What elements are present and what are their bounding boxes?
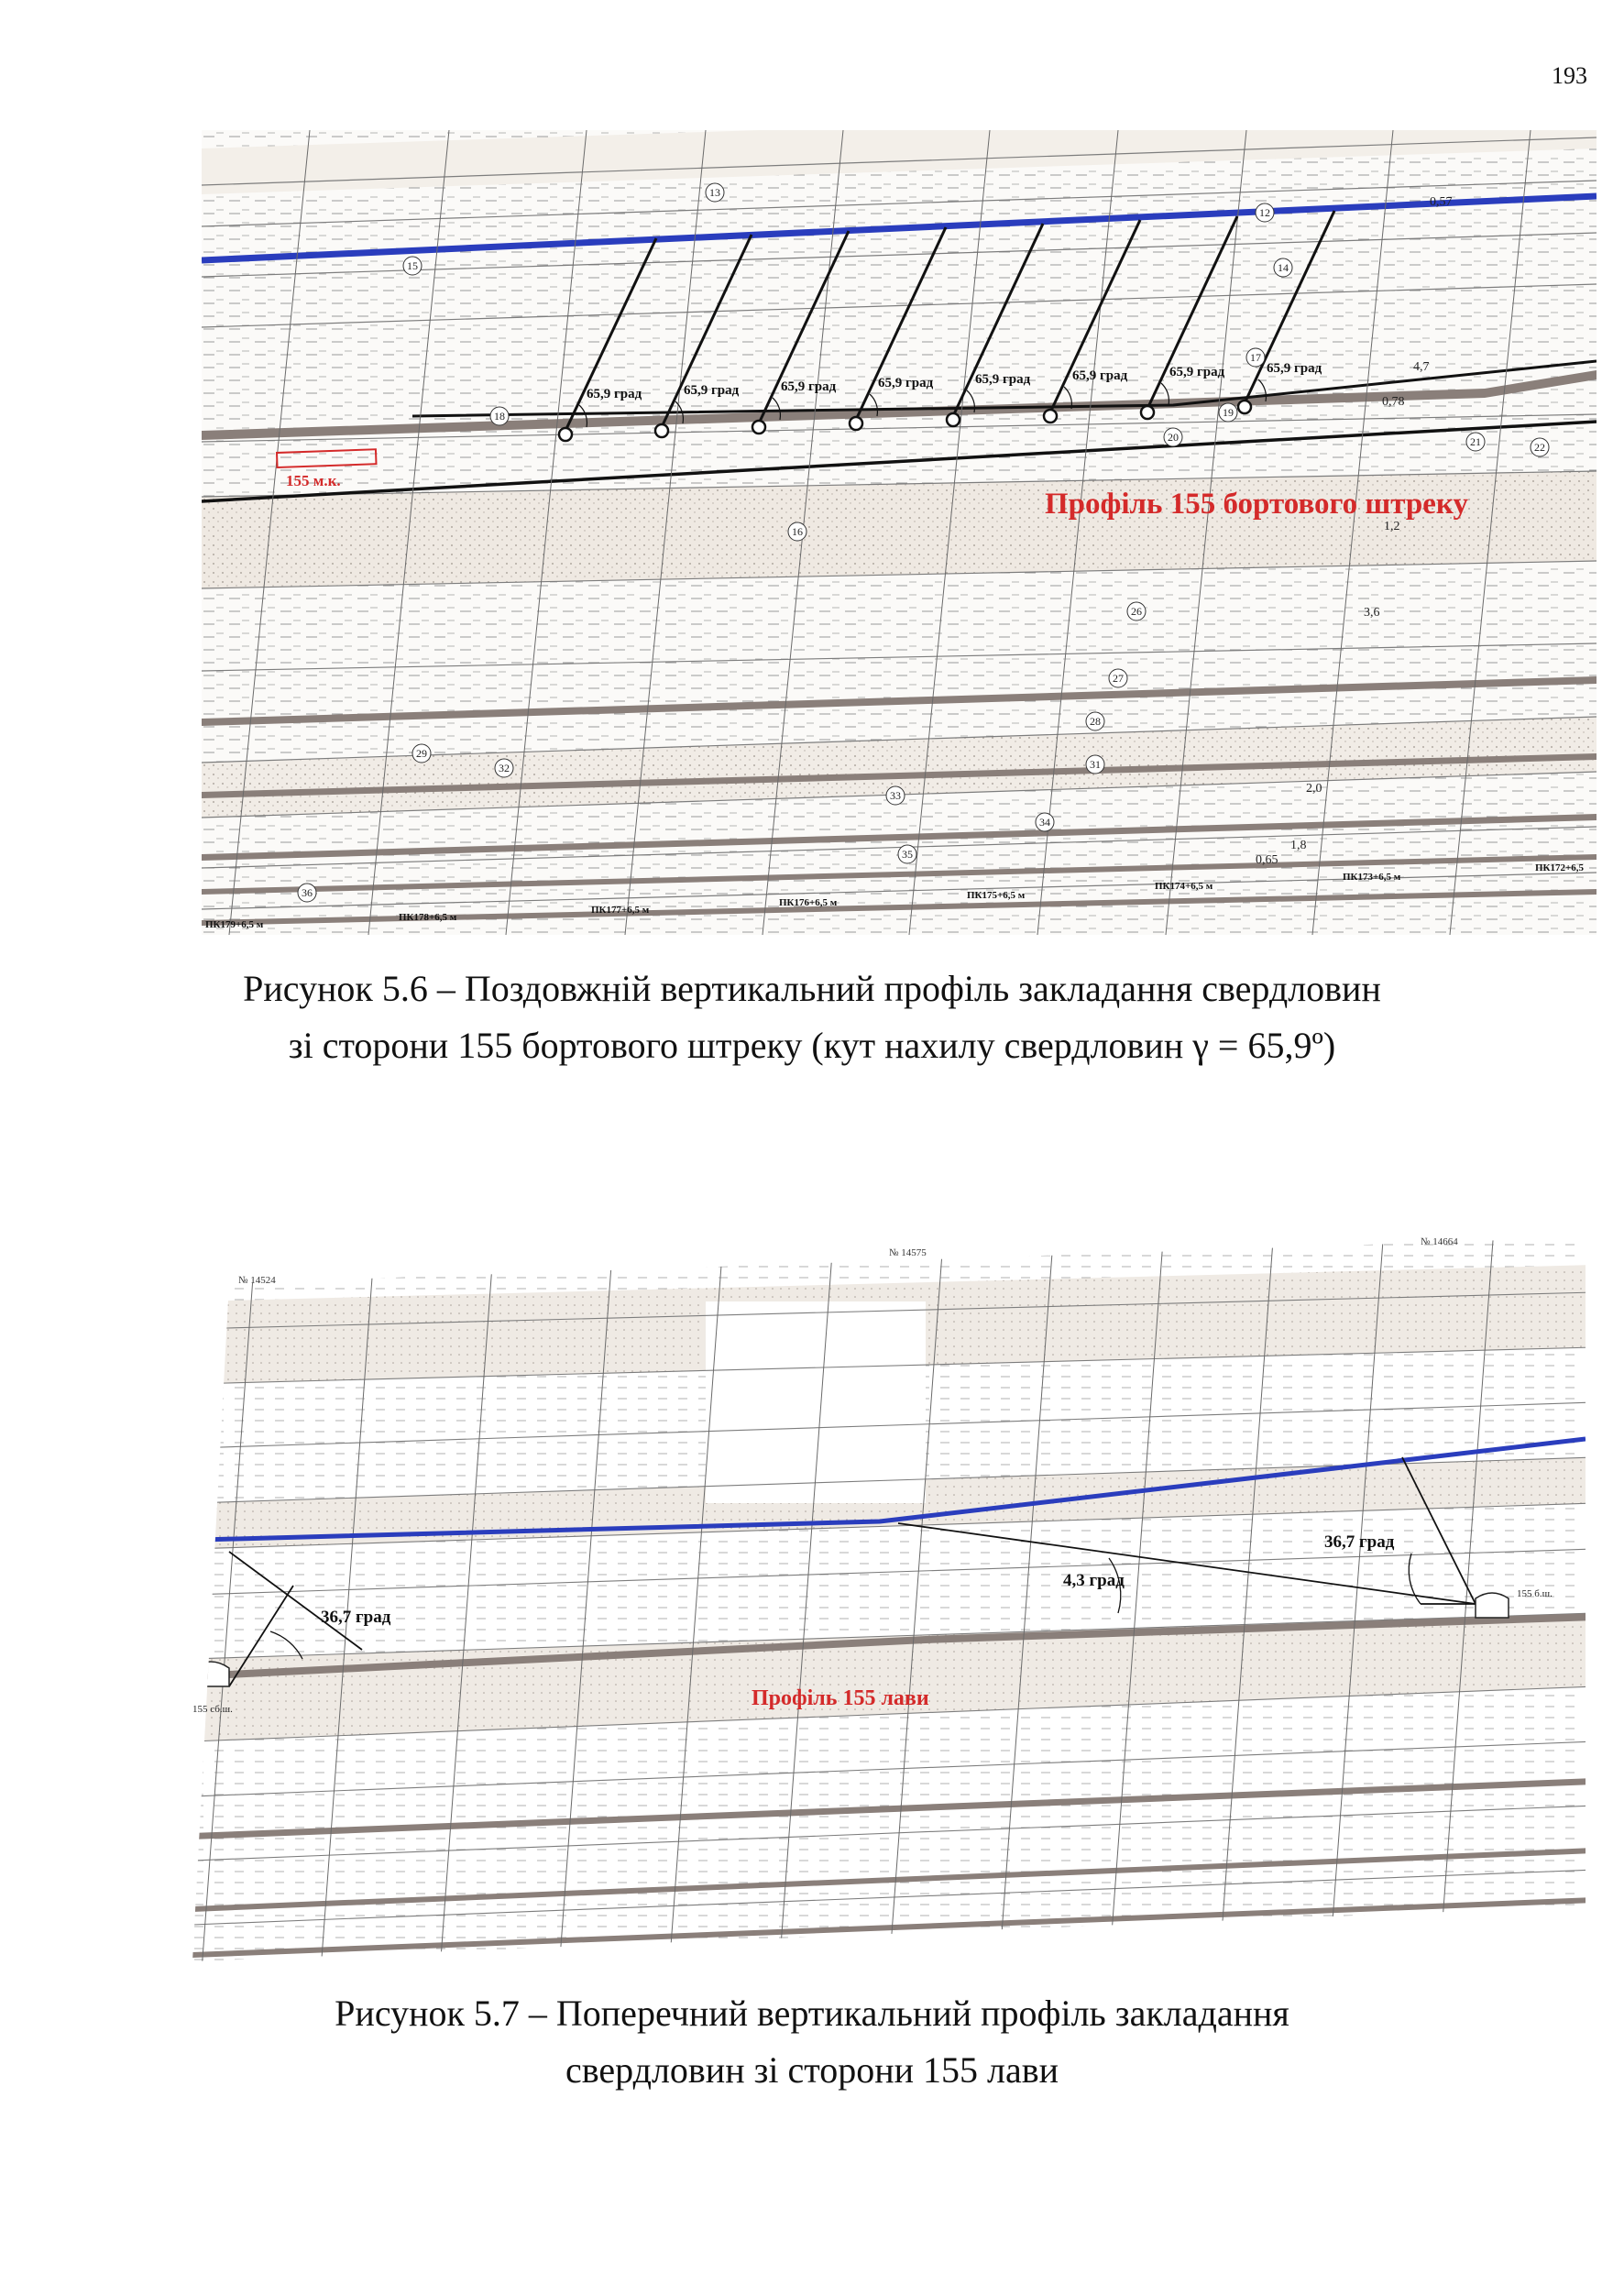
layer-number: 13 [709, 186, 720, 199]
transverse-profile-drawing [192, 1228, 1595, 1971]
layer-number: 12 [1259, 206, 1270, 219]
thickness-label: 1,2 [1384, 520, 1400, 533]
layer-number: 27 [1113, 672, 1124, 685]
layer-number: 33 [890, 789, 901, 802]
marker-label: 155 м.к. [286, 472, 341, 489]
angle-label: 65,9 град [781, 379, 837, 394]
drift-label-right: 155 б.ш. [1517, 1588, 1553, 1599]
angle-label: 65,9 град [1072, 368, 1128, 383]
thickness-label: 0,78 [1382, 395, 1405, 409]
thickness-label: 3,6 [1364, 606, 1380, 620]
profile-label: Профіль 155 бортового штреку [1045, 488, 1468, 521]
angle-label-right: 36,7 град [1324, 1532, 1395, 1552]
pk-label: ПК176+6,5 м [779, 897, 838, 908]
page-number: 193 [1552, 62, 1587, 89]
layer-number: 28 [1090, 715, 1101, 728]
layer-number: 15 [407, 259, 418, 272]
layer-number: 21 [1470, 435, 1481, 448]
layer-number: 31 [1090, 758, 1101, 771]
well-number: № 14524 [238, 1275, 276, 1286]
angle-label: 65,9 град [1169, 365, 1225, 379]
layer-number: 20 [1168, 431, 1179, 444]
layer-number: 14 [1278, 261, 1289, 274]
pk-label: ПК175+6,5 м [967, 890, 1026, 901]
pk-label: ПК172+6,5 [1535, 862, 1585, 873]
layer-number: 18 [494, 410, 505, 423]
caption-line: Рисунок 5.6 – Поздовжній вертикальний профіль закладання свердловин [243, 968, 1381, 1009]
pk-label: ПК174+6,5 м [1155, 881, 1213, 892]
well-number: № 14664 [1421, 1236, 1458, 1247]
angle-label-left: 36,7 град [321, 1608, 391, 1627]
thickness-label: 1,8 [1290, 839, 1307, 852]
layer-number: 32 [499, 762, 510, 774]
thickness-label: 4,7 [1413, 360, 1430, 374]
layer-number: 19 [1223, 406, 1234, 419]
thickness-label: 0,57 [1430, 195, 1453, 209]
caption-line: зі сторони 155 бортового штреку (кут нахилу свердловин γ = 65,9º) [288, 1025, 1336, 1066]
thickness-label: 0,65 [1256, 853, 1278, 867]
figure-transverse-profile [192, 1228, 1595, 1971]
layer-number: 22 [1534, 441, 1545, 454]
angle-label: 65,9 град [878, 376, 934, 390]
well-number: № 14575 [889, 1247, 927, 1258]
layer-number: 29 [416, 747, 427, 760]
profile-label: Профіль 155 лави [752, 1686, 929, 1710]
layer-number: 17 [1250, 351, 1261, 364]
angle-label: 65,9 град [975, 372, 1031, 387]
pk-label: ПК179+6,5 м [205, 919, 264, 930]
pk-label: ПК177+6,5 м [591, 905, 650, 916]
pk-label: ПК178+6,5 м [399, 912, 457, 923]
layer-number: 16 [792, 525, 803, 538]
angle-label: 65,9 град [684, 383, 740, 398]
angle-label: 65,9 град [1267, 361, 1322, 376]
drift-label-left: 155 сб.ш. [192, 1704, 233, 1715]
layer-number: 36 [302, 886, 313, 899]
thickness-label: 2,0 [1306, 782, 1322, 796]
layer-number: 34 [1039, 816, 1050, 829]
longitudinal-profile-drawing [202, 130, 1597, 935]
layer-number: 35 [902, 848, 913, 861]
caption-line: Рисунок 5.7 – Поперечний вертикальний профіль закладання [335, 1993, 1289, 2034]
pk-label: ПК173+6,5 м [1343, 872, 1401, 883]
layer-number: 26 [1131, 605, 1142, 618]
figure-longitudinal-profile [202, 130, 1597, 935]
figure-2-caption [0, 1985, 1624, 2099]
angle-label-mid: 4,3 град [1063, 1571, 1125, 1590]
figure-1-caption [0, 961, 1624, 1074]
caption-line: свердловин зі сторони 155 лави [565, 2049, 1059, 2091]
angle-label: 65,9 град [587, 387, 642, 401]
